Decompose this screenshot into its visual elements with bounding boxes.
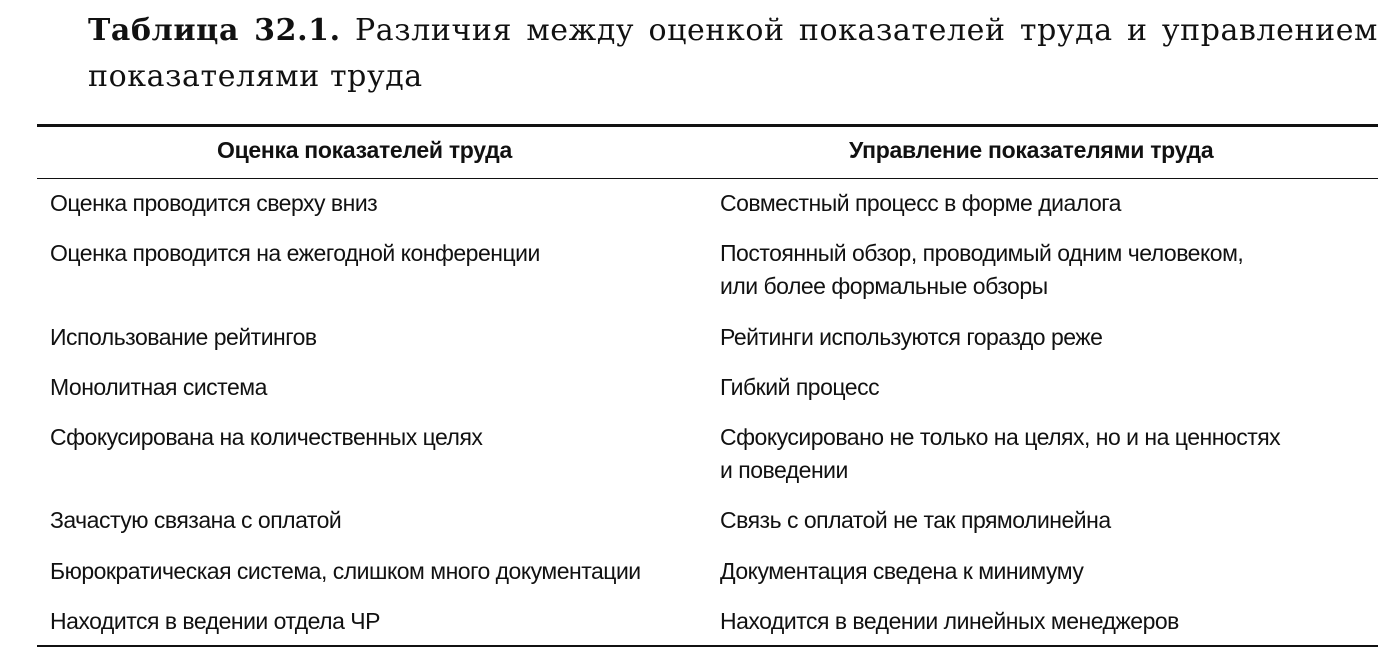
table-cell-left: Использование рейтингов — [50, 324, 317, 350]
table-cell-right: Рейтинги используются гораздо реже — [720, 324, 1103, 350]
table-cell-left: Монолитная система — [50, 374, 267, 400]
table-cell-right: Постоянный обзор, проводимый одним человеком, — [720, 240, 1244, 266]
table-cell-left: Зачастую связана с оплатой — [50, 507, 342, 533]
table-cell-right: Находится в ведении линейных менеджеров — [720, 608, 1179, 634]
table-cell-right: Гибкий процесс — [720, 374, 880, 400]
table-caption — [88, 8, 1378, 100]
table-bottom-rule — [37, 645, 1378, 647]
caption-text: Различия между оценкой показателей труда и управлением показателями труда — [88, 13, 1378, 94]
table-header-rule — [37, 178, 1378, 179]
table-cell-left: Оценка проводится на ежегодной конференции — [50, 240, 540, 266]
header-performance-management: Управление показателями труда — [849, 137, 1214, 163]
table-cell-right: Совместный процесс в форме диалога — [720, 190, 1121, 216]
table-cell-right-continued: или более формальные обзоры — [720, 273, 1048, 299]
table-cell-left: Оценка проводится сверху вниз — [50, 190, 378, 216]
table-cell-right: Сфокусировано не только на целях, но и на ценностях — [720, 424, 1281, 450]
table-cell-left: Бюрократическая система, слишком много документации — [50, 558, 641, 584]
table-cell-right: Документация сведена к минимуму — [720, 558, 1084, 584]
table-cell-right: Связь с оплатой не так прямолинейна — [720, 507, 1111, 533]
table-top-rule — [37, 124, 1378, 127]
table-cell-right-continued: и поведении — [720, 457, 848, 483]
header-performance-appraisal: Оценка показателей труда — [217, 137, 512, 163]
table-cell-left: Сфокусирована на количественных целях — [50, 424, 483, 450]
caption-label: Таблица 32.1. — [88, 13, 341, 48]
table-cell-left: Находится в ведении отдела ЧР — [50, 608, 380, 634]
